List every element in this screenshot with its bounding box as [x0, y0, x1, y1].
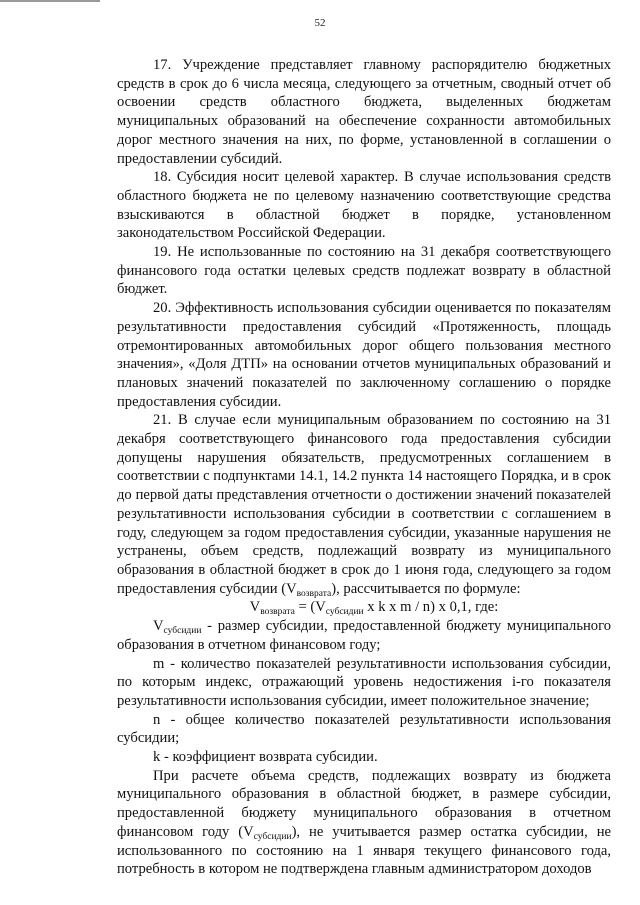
paragraph-18: 18. Субсидия носит целевой характер. В случае использования средств областного бюджета не по целевому назначению соответствующие средства взыскиваются в областной бюджет в порядке, установленном законодательством Российской Федерации.	[117, 169, 611, 242]
paragraph-last	[117, 767, 611, 879]
definition-v-symbol: V	[153, 618, 164, 635]
paragraph-21-text: 21. В случае если муниципальным образованием по состоянию на 31 декабря соответствующего финансового года предоставления субсидии допущены нарушения обязательств, предусмотренных соглашением в соответствии с подпунктами 14.1, 14.2 пункта 14 настоящего Порядка, и в срок до первой даты представления отчетности о достижении значений показателей результативности использования субсидии в соответствии с соглашением в году, следующем за годом предоставления субсидии, указанные нарушения не устранены, объем средств, подлежащий возврату из муниципального образования в областной бюджет в срок до 1 июня года, следующего за годом предоставления субсидии (V	[117, 412, 611, 597]
definition-m: m - количество показателей результативности использования субсидии, по которым индекс, отражающий уровень недостижения i-го показателя результативности использования субсидии, имеет положительное значение;	[117, 655, 611, 709]
paragraph-19: 19. Не использованные по состоянию на 31 декабря соответствующего финансового года остатки целевых средств подлежат возврату в областной бюджет.	[117, 244, 611, 298]
paragraph-17: 17. Учреждение представляет главному распорядителю бюджетных средств в срок до 6 числа месяца, следующего за отчетным, сводный отчет об освоении средств областного бюджета, выделенных бюджетам муниципальных образований на обеспечение сохранности автомобильных дорог местного значения на них, по форме, установленной в соглашении о предоставлении субсидий.	[117, 57, 611, 167]
formula-end: x k x m / n) x 0,1, где:	[363, 599, 499, 616]
definition-v	[117, 617, 611, 654]
formula-middle: = (V	[294, 599, 326, 616]
definition-k: k - коэффициент возврата субсидии.	[153, 749, 378, 766]
formula	[117, 598, 611, 617]
top-edge-rule	[0, 0, 100, 2]
paragraph-last-tail: ), не учитывается размер остатка субсидии, не использованного по состоянию на 1 января текущего финансового года, потребность в котором не подтверждена главным администратором доходов	[117, 823, 611, 878]
definition-v-subscript: субсидии	[163, 626, 202, 637]
paragraph-21	[117, 411, 611, 598]
paragraph-last-subscript: субсидии	[253, 831, 292, 842]
paragraph-21-tail: ), рассчитывается по формуле:	[331, 580, 521, 597]
page-number: 52	[314, 17, 326, 29]
formula-v: V	[249, 599, 261, 616]
formula-sub-subsidy: субсидии	[325, 607, 364, 618]
paragraph-20: 20. Эффективность использования субсидии оценивается по показателям результативности предоставления субсидий «Протяженность, площадь отремонтированных автомобильных дорог общего пользования местного значения», «Доля ДТП» на основании отчетов муниципальных образований и плановых значений показателей по заключенному соглашению о порядке предоставления субсидии.	[117, 300, 611, 410]
document-body	[117, 56, 611, 879]
formula-sub-return: возврата	[260, 607, 295, 618]
definition-n: n - общее количество показателей результативности использования субсидии;	[117, 711, 611, 747]
paragraph-last-text: При расчете объема средств, подлежащих возврату из бюджета муниципального образования в областной бюджет, в размере субсидии, предоставленной бюджету муниципального образования в отчетном финансовом году (V	[117, 767, 611, 840]
definition-v-text: - размер субсидии, предоставленной бюджету муниципального образования в отчетном финансовом году;	[117, 618, 611, 653]
paragraph-21-subscript: возврата	[296, 588, 332, 599]
